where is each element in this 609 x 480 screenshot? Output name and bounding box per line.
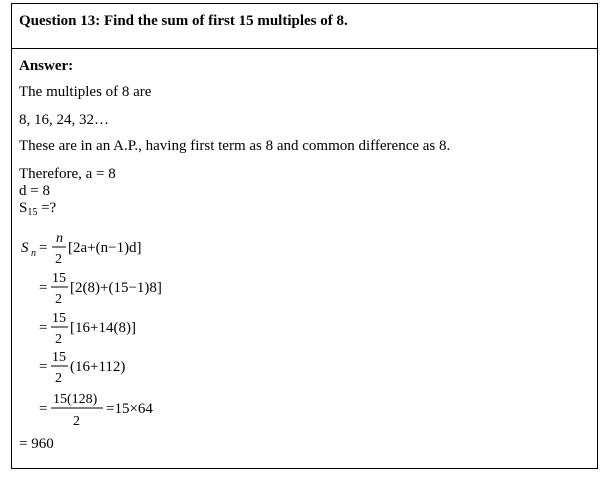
- final-result: = 960: [19, 436, 54, 452]
- text-line-6: [19, 200, 56, 218]
- step5-equals: =: [39, 401, 48, 417]
- step2-equals: =: [39, 280, 48, 296]
- step3-equals: =: [39, 320, 48, 336]
- answer-heading: Answer:: [19, 58, 74, 74]
- text-line-4: Therefore, a = 8: [19, 166, 116, 182]
- question-title: Question 13: Find the sum of first 15 multiples of 8.: [19, 13, 348, 29]
- step-4: [39, 350, 125, 386]
- step4-equals: =: [39, 359, 48, 375]
- step2-body: [2(8)+(15−1)8]: [70, 280, 162, 296]
- step5-numerator: 15(128): [53, 392, 98, 407]
- step1-equals: =: [39, 240, 48, 256]
- step1-numerator: n: [56, 231, 63, 246]
- s15-unknown: =?: [37, 200, 57, 216]
- text-line-1: The multiples of 8 are: [19, 84, 152, 100]
- step5-rhs: =15×64: [106, 401, 153, 417]
- step1-lhs: S: [21, 240, 29, 256]
- step1-denominator: 2: [55, 252, 62, 267]
- question-row: [12, 4, 597, 49]
- step-5: [39, 392, 153, 429]
- step4-denominator: 2: [55, 371, 62, 386]
- step-2: [39, 271, 162, 307]
- solution-box: [11, 3, 598, 469]
- derivation: [19, 228, 319, 456]
- step2-denominator: 2: [55, 292, 62, 307]
- step4-body: (16+112): [70, 359, 126, 375]
- s15-symbol: S: [19, 200, 28, 216]
- step3-body: [16+14(8)]: [70, 320, 136, 336]
- step-1: [21, 231, 142, 267]
- text-line-3: These are in an A.P., having first term as 8 and common difference as 8.: [19, 138, 451, 154]
- step5-denominator: 2: [73, 414, 80, 429]
- step1-body: [2a+(n−1)d]: [68, 240, 142, 256]
- step3-numerator: 15: [52, 311, 66, 326]
- step1-lhs-sub: n: [31, 248, 36, 259]
- step3-denominator: 2: [55, 332, 62, 347]
- s15-subscript: 15: [27, 207, 38, 218]
- step2-numerator: 15: [52, 271, 66, 286]
- text-line-2: 8, 16, 24, 32…: [19, 112, 109, 128]
- step-3: [39, 311, 136, 347]
- step4-numerator: 15: [52, 350, 66, 365]
- text-line-5: d = 8: [19, 183, 50, 199]
